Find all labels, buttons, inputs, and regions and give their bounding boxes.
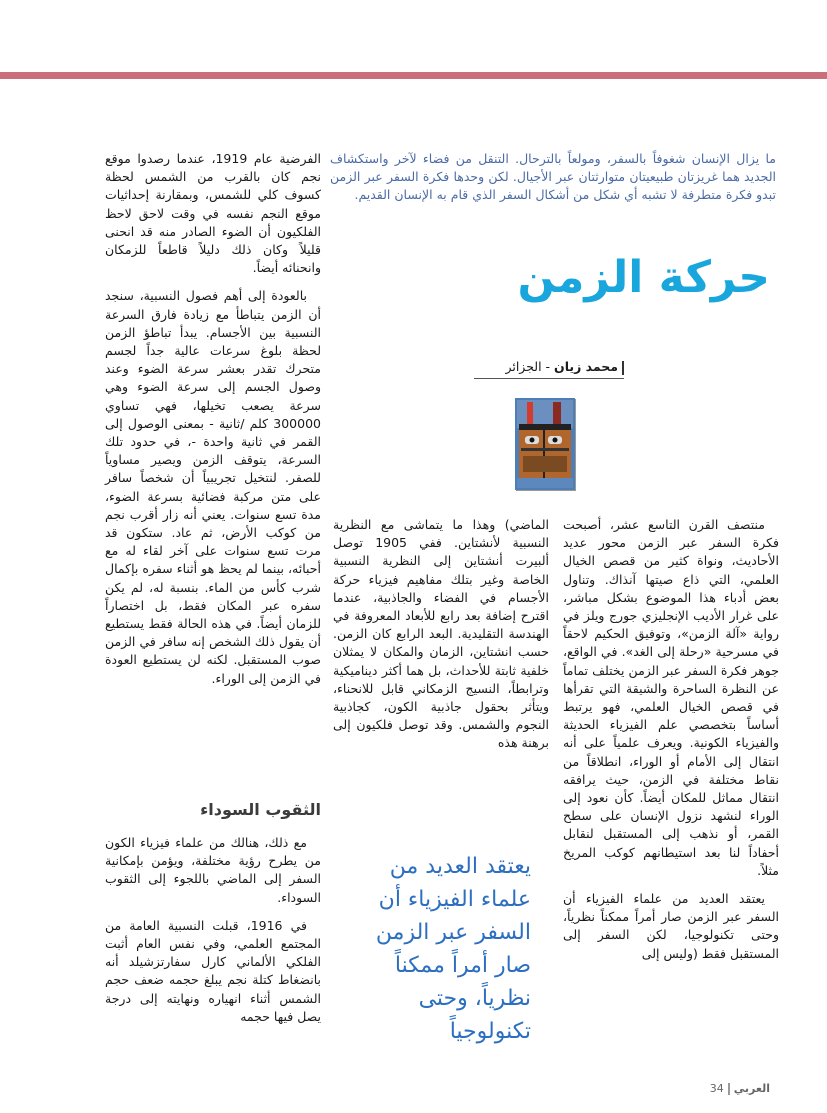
article-intro: ما يزال الإنسان شغوفاً بالسفر، ومولعاً بالترحال. التنقل من فضاء لآخر واستكشاف الجديد هما غريزتان طبيعيتان متوارثتان عبر الأجيال. لكن وحدها فكرة السفر عبر الزمن تبدو فكرة متطرفة لا تشبه أي شكل من أشكال السفر الذي قام به الإنسان القديم. [330,151,776,202]
header-accent-rule [0,72,827,79]
paragraph: في 1916، قبلت النسبية العامة من المجتمع العلمي، وفي نفس العام أثبت الفلكي الألماني كارل سفارتزشيلد أنه بانضغاط كتلة نجم يبلغ حجمه ضعف حجم الشمس أثناء انهياره ونهايته إلى درجة يصل فيها حجمه [105,917,321,1024]
section-subheading: الثقوب السوداء [200,800,321,819]
article-column-1 [563,516,779,973]
paragraph: يعتقد العديد من علماء الفيزياء أن السفر عبر الزمن صار أمراً ممكناً نظرياً، وحتى تكنولوجيا، لكن السفر إلى المستقبل فقط (وليس إلى [563,891,779,961]
paragraph: مع ذلك، هنالك من علماء فيزياء الكون من يطرح رؤية مختلفة، ويؤمن بإمكانية السفر إلى الماضي باللجوء إلى الثقوب السوداء. [105,835,321,905]
paragraph: بالعودة إلى أهم فصول النسبية، سنجد أن الزمن يتباطأ مع زيادة فارق السرعة النسبية بين الأجسام. يبدأ تباطؤ الزمن لحظة بلوغ سرعات عالية جداً لجسم متحرك تقدر بعشر سرعة الضوء وعند وصول الجسم إلى سرعة الضوء وهي سرعة يصعب تخيلها، فهي تساوي 300000 كلم /ثانية - بمعنى الوصول إلى القمر في ثانية واحدة -، في حدود تلك السرعة، يتوقف الزمن ويصير مساوياً للصفر. لنتخيل تجريبياً أن شخصاً سافر على متن مركبة فضائية بسرعة الضوء، مدة تسع سنوات. يعني أنه زار أقرب نجم من كوكب الأرض، ثم عاد. ستكون قد مرت تسع سنوات على آخر لقاء له مع أحبائه، بينما لم يحظ هو أثناء سفره بإكمال شرب كأس من الماء. بنسبة له، لم يكن سفره عبر المكان فقط، بل اختصاراً للزمان أيضاً. في هذه الحالة فقط يستطيع أن يقول ذلك الشخص إنه سافر في الزمن صوب المستقبل. لكنه لن يستطيع العودة في الزمن إلى الوراء. [105,288,321,686]
byline-bar [622,361,624,375]
magazine-name: العربي [733,1082,770,1095]
page-number: 34 [709,1082,724,1095]
page-footer [700,1082,770,1095]
paragraph: الفرضية عام 1919، عندما رصدوا موقع نجم كان بالقرب من الشمس لحظة كسوف كلي للشمس، وبمقارنة إحداثيات موقع النجم نفسه في وقت لاحق لاحظ الفلكيون أن الضوء الصادر منه قد انحنى قليلاً وكان ذلك دليلاً قاطعاً للزمكان وانحنائه أيضاً. [105,151,321,276]
article-title: حركة الزمن [517,252,770,303]
article-column-2 [333,516,549,763]
byline-separator: - [545,359,551,374]
author-photo-image [515,398,575,490]
byline-author: محمد زيان [554,359,618,374]
byline-location: الجزائر [505,359,542,374]
article-column-3 [105,150,321,698]
paragraph: منتصف القرن التاسع عشر، أصبحت فكرة السفر عبر الزمن محور عديد الأحاديث، ونواة كثير من قصص الخيال العلمي، التي ذاع صيتها آنذاك. وتناول بعض أدباء هذا الموضوع بشكل مباشر، على غرار الأديب الإنجليزي جورج ويلز في رواية «آلة الزمن»، وتوفيق الحكيم لاحقاً في مسرحية «رحلة إلى الغد». في الواقع، جوهر فكرة السفر عبر الزمن يختلف تماماً عن النظرة الساحرة والشيقة التي تقرأها في قصص الخيال العلمي، فهو يرتبط أساساً بتخصصي علم الفيزياء الحديثة والفيزياء الكونية. ويعرف علمياً على أنه انتقال إلى الأمام أو الوراء، انطلاقاً من نقاط مختلفة في الزمن، حيث يرافقه انتقال مماثل للمكان أيضاً. كأن نعود إلى الوراء لنشهد نزول الإنسان على سطح القمر، أو نذهب إلى المستقبل لنقابل أحفاداً لنا بعد استيطانهم كوكب المريخ مثلاً. [563,517,779,878]
byline [474,356,624,379]
author-photo [515,398,575,490]
paragraph: الماضي) وهذا ما يتماشى مع النظرية النسبية لأنشتاين. ففي 1905 توصل ألبيرت أنشتاين إلى النظرية النسبية الخاصة وغير بتلك مفاهيم فيزياء حركة الأجسام في الفضاء والجاذبية، عندما اقترح إضافة بعد رابع للأبعاد المعروفة في الهندسة التقليدية. البعد الرابع كان الزمن. حسب انشتاين، الزمان والمكان لا يمثلان خلفية ثابتة للأحداث، بل هما أكثر ديناميكية وترابطاً، النسيج الزمكاني قابل للانحناء، ويتأثر بحقول جاذبية الكون، كجاذبية النجوم والشمس. وقد توصل فلكيون إلى برهنة هذه [333,517,549,751]
article-column-4 [105,834,321,1036]
pull-quote: يعتقد العديد من علماء الفيزياء أن السفر عبر الزمن صار أمراً ممكناً نظرياً، وحتى تكنولوجياً [375,854,531,1044]
footer-separator [728,1083,730,1095]
